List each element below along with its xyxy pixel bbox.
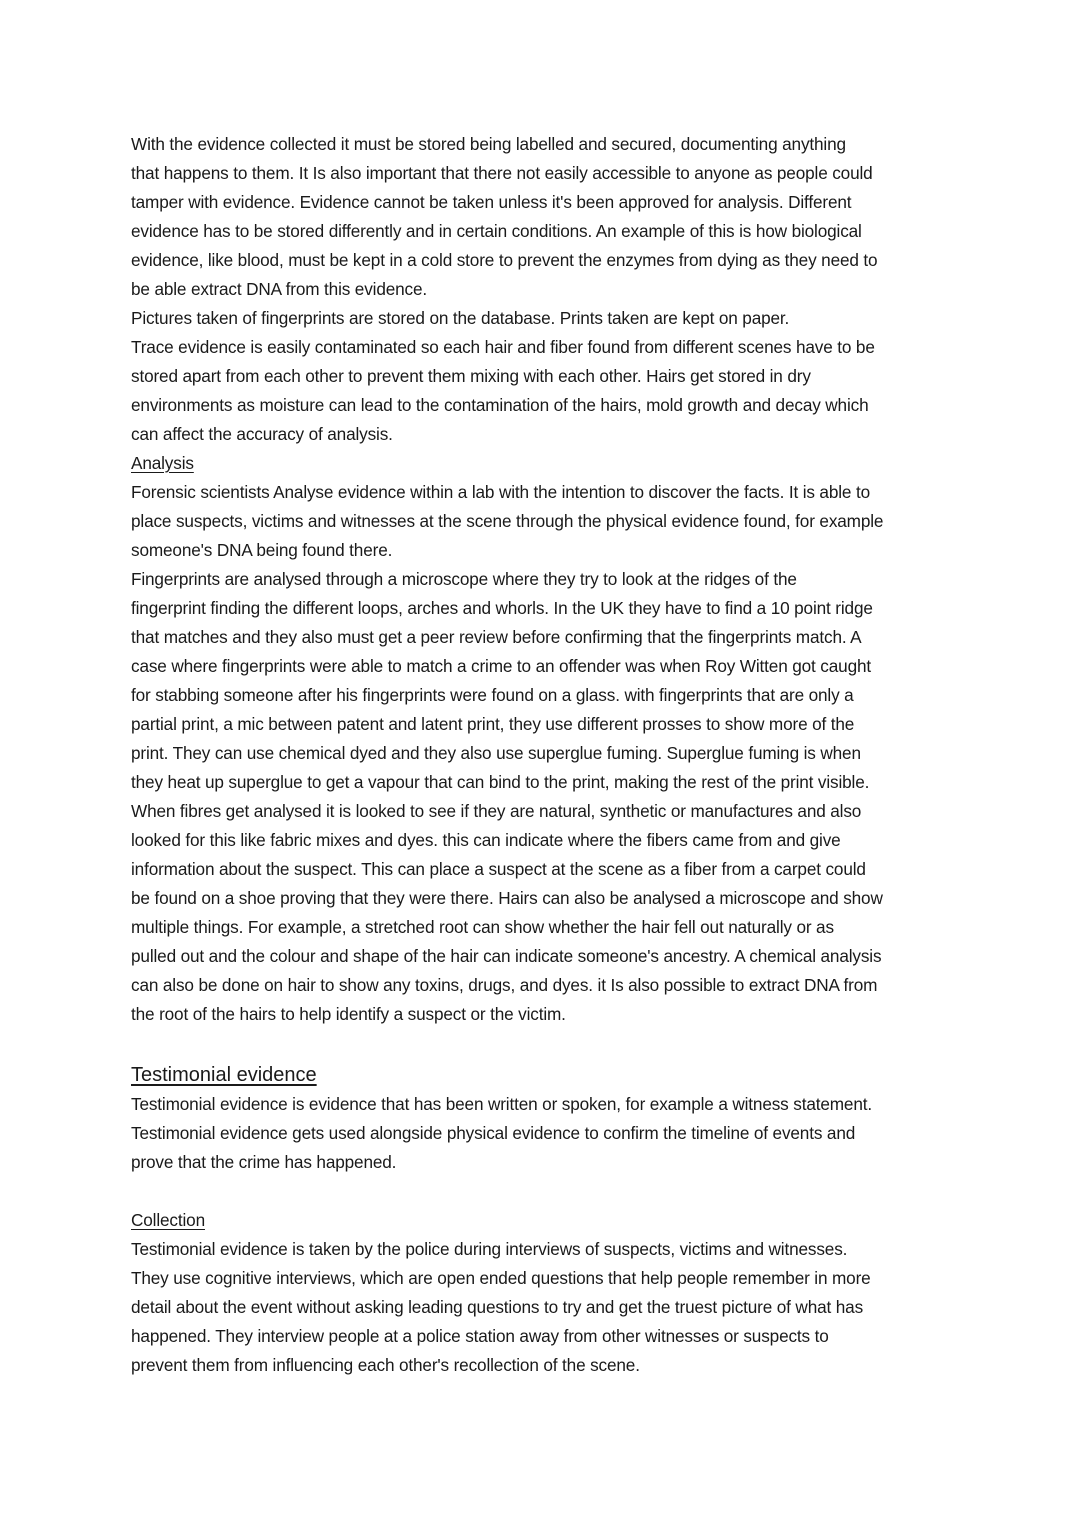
collection-subheading: Collection	[131, 1210, 205, 1230]
blank-line	[131, 1177, 961, 1206]
text-line: be able extract DNA from this evidence.	[131, 279, 428, 299]
text-line: When fibres get analysed it is looked to see if they are natural, synthetic or manufactures and also	[131, 801, 862, 821]
testimonial-evidence-heading: Testimonial evidence	[131, 1064, 317, 1086]
text-line: for stabbing someone after his fingerprints were found on a glass. with fingerprints that are only a	[131, 685, 854, 705]
testimonial-intro-paragraph	[131, 1090, 961, 1177]
text-line: print. They can use chemical dyed and they also use superglue fuming. Superglue fuming is when	[131, 743, 861, 763]
text-line: detail about the event without asking leading questions to try and get the truest picture of what has	[131, 1297, 864, 1317]
fibre-analysis-paragraph	[131, 797, 961, 1029]
text-line: environments as moisture can lead to the contamination of the hairs, mold growth and decay which	[131, 395, 869, 415]
text-line: With the evidence collected it must be stored being labelled and secured, documenting anything	[131, 134, 846, 154]
text-line: that happens to them. It Is also important that there not easily accessible to anyone as people could	[131, 163, 873, 183]
collection-paragraph	[131, 1235, 961, 1380]
text-line: can also be done on hair to show any toxins, drugs, and dyes. it Is also possible to extract DNA from	[131, 975, 878, 995]
text-line: They use cognitive interviews, which are open ended questions that help people remember in more	[131, 1268, 871, 1288]
text-line: prevent them from influencing each other's recollection of the scene.	[131, 1355, 640, 1375]
text-line: fingerprint finding the different loops, arches and whorls. In the UK they have to find a 10 point ridge	[131, 598, 873, 618]
text-line: looked for this like fabric mixes and dyes. this can indicate where the fibers came from and give	[131, 830, 841, 850]
text-line: information about the suspect. This can place a suspect at the scene as a fiber from a carpet could	[131, 859, 866, 879]
text-line: pulled out and the colour and shape of the hair can indicate someone's ancestry. A chemical analysis	[131, 946, 882, 966]
text-line: stored apart from each other to prevent them mixing with each other. Hairs get stored in dry	[131, 366, 811, 386]
text-line: can affect the accuracy of analysis.	[131, 424, 393, 444]
text-line: the root of the hairs to help identify a suspect or the victim.	[131, 1004, 566, 1024]
text-line: case where fingerprints were able to match a crime to an offender was when Roy Witten got caught	[131, 656, 872, 676]
text-line: someone's DNA being found there.	[131, 540, 393, 560]
text-line: Fingerprints are analysed through a microscope where they try to look at the ridges of the	[131, 569, 797, 589]
text-line: partial print, a mic between patent and latent print, they use different prosses to show more of the	[131, 714, 855, 734]
text-line: they heat up superglue to get a vapour that can bind to the print, making the rest of the print visible.	[131, 772, 870, 792]
text-line: Testimonial evidence gets used alongside physical evidence to confirm the timeline of events and	[131, 1123, 856, 1143]
analysis-intro-paragraph	[131, 478, 961, 565]
text-line: Testimonial evidence is taken by the police during interviews of suspects, victims and witnesses.	[131, 1239, 848, 1259]
text-line: tamper with evidence. Evidence cannot be taken unless it's been approved for analysis. Different	[131, 192, 852, 212]
blank-line	[131, 1029, 961, 1058]
text-line: happened. They interview people at a police station away from other witnesses or suspects to	[131, 1326, 829, 1346]
text-line: that matches and they also must get a peer review before confirming that the fingerprints match. A	[131, 627, 862, 647]
text-line: be found on a shoe proving that they were there. Hairs can also be analysed a microscope and show	[131, 888, 883, 908]
text-line: evidence, like blood, must be kept in a cold store to prevent the enzymes from dying as they need to	[131, 250, 878, 270]
fingerprint-storage-paragraph	[131, 304, 961, 333]
fingerprint-analysis-paragraph	[131, 565, 961, 797]
text-line: evidence has to be stored differently and in certain conditions. An example of this is how biological	[131, 221, 862, 241]
text-line: Pictures taken of fingerprints are stored on the database. Prints taken are kept on paper.	[131, 308, 790, 328]
text-line: Testimonial evidence is evidence that has been written or spoken, for example a witness statement.	[131, 1094, 872, 1114]
text-line: Forensic scientists Analyse evidence within a lab with the intention to discover the facts. It is able to	[131, 482, 870, 502]
text-line: Trace evidence is easily contaminated so each hair and fiber found from different scenes have to be	[131, 337, 875, 357]
text-line: place suspects, victims and witnesses at the scene through the physical evidence found, for example	[131, 511, 884, 531]
text-line: multiple things. For example, a stretched root can show whether the hair fell out naturally or as	[131, 917, 834, 937]
document-page	[131, 130, 961, 1380]
text-line: prove that the crime has happened.	[131, 1152, 397, 1172]
analysis-subheading: Analysis	[131, 453, 194, 473]
storage-paragraph	[131, 130, 961, 304]
trace-storage-paragraph	[131, 333, 961, 449]
